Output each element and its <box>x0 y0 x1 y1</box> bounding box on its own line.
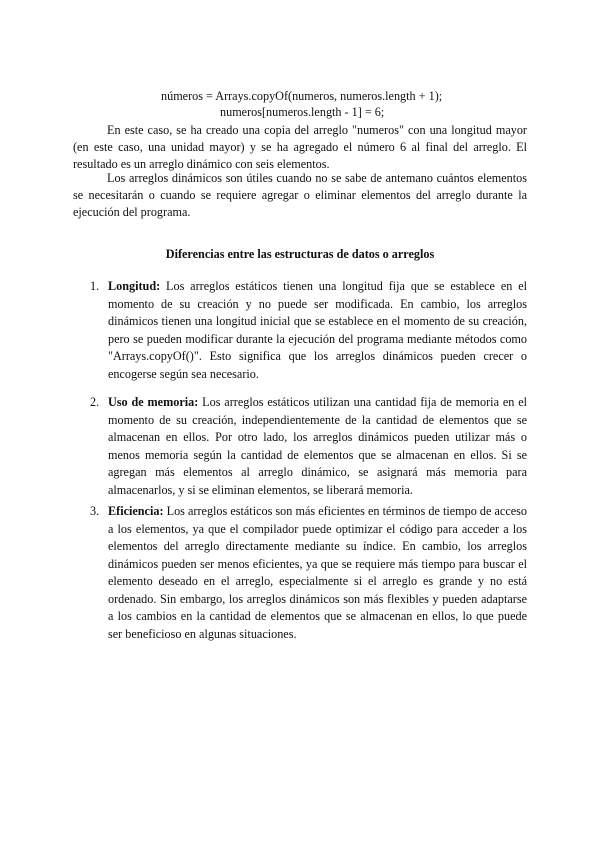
list-item-number: 3. <box>90 504 100 518</box>
list-item-body <box>108 394 527 499</box>
code-line-copyof: números = Arrays.copyOf(numeros, numeros.length + 1); <box>161 89 443 103</box>
section-heading: Diferencias entre las estructuras de datos o arreglos <box>165 247 435 261</box>
list-item-text: Los arreglos estáticos son más eficientes en términos de tiempo de acceso a los elementos, ya que el compilador puede optimizar el código para acceder a los elementos del arreglo directamente mediante su índice. En cambio, los arreglos dinámicos pueden ser menos eficientes, ya que se requiere más tiempo para buscar el elemento deseado en el arreglo, especialmente si el arreglo es grande y no está ordenado. Sin embargo, los arreglos dinámicos son más flexibles y pueden adaptarse a los cambios en la cantidad de elementos que se almacenan en ellos, lo que puede ser beneficioso en algunas situaciones. <box>108 504 527 641</box>
code-line-assign: numeros[numeros.length - 1] = 6; <box>220 105 385 119</box>
paragraph-copy-explanation: En este caso, se ha creado una copia del arreglo "numeros" con una longitud mayor (en este caso, una unidad mayor) y se ha agregado el número 6 al final del arreglo. El resultado es un arreglo dinámico con seis elementos. <box>73 123 527 171</box>
list-item-title: Eficiencia: <box>108 504 164 518</box>
list-item-body <box>108 503 527 643</box>
list-item-body <box>108 278 527 383</box>
paragraph-dynamic-usefulness: Los arreglos dinámicos son útiles cuando no se sabe de antemano cuántos elementos se necesitarán o cuando se requiere agregar o eliminar elementos del arreglo durante la ejecución del programa. <box>73 171 527 219</box>
list-item-title: Uso de memoria: <box>108 395 199 409</box>
list-item-text: Los arreglos estáticos utilizan una cantidad fija de memoria en el momento de su creación, independientemente de la cantidad de elementos que se almacenan en ellos. Por otro lado, los arreglos dinámicos pueden utilizar más o menos memoria según la cantidad de elementos que se almacenan en ellos. Si se agregan más elementos al arreglo dinámico, se asignará más memoria para almacenarlos, y si se eliminan elementos, se liberará memoria. <box>108 395 527 497</box>
list-item-title: Longitud: <box>108 279 161 293</box>
list-item-text: Los arreglos estáticos tienen una longitud fija que se establece en el momento de su creación y no puede ser modificada. En cambio, los arreglos dinámicos tienen una longitud inicial que se establece en el momento de su creación, pero se pueden modificar durante la ejecución del programa mediante métodos como "Arrays.copyOf()". Esto significa que los arreglos dinámicos pueden crecer o encogerse según sea necesario. <box>108 279 528 381</box>
list-item-number: 2. <box>90 395 100 409</box>
list-item-number: 1. <box>90 279 100 293</box>
